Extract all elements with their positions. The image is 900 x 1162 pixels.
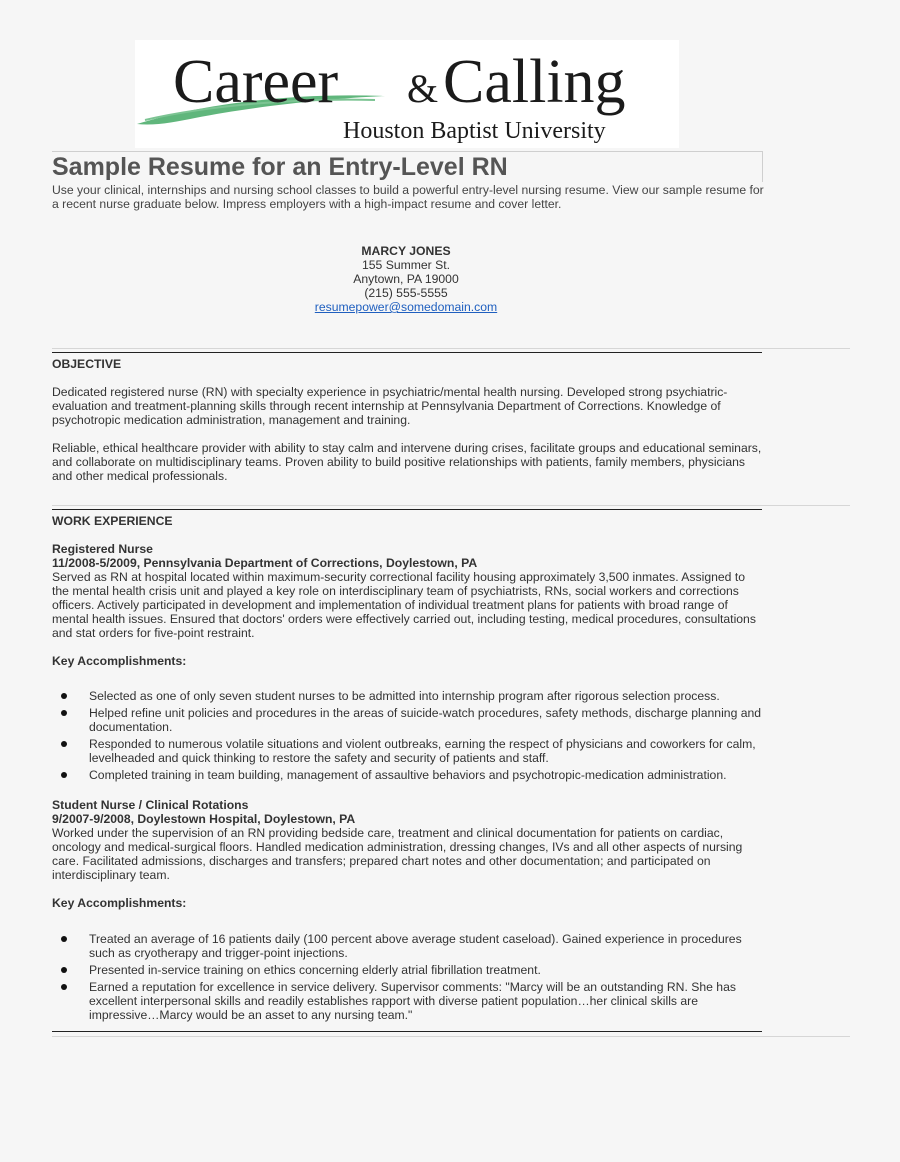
career-calling-logo: [135, 40, 679, 148]
bullet-icon: [61, 710, 67, 716]
list-item-text: Presented in-service training on ethics concerning elderly atrial fibrillation treatment.: [89, 963, 541, 977]
list-item-text: Helped refine unit policies and procedures in the areas of suicide-watch procedures, safety methods, discharge planning and documentation.: [89, 706, 762, 734]
faint-divider: [52, 505, 850, 506]
list-item-text: Earned a reputation for excellence in service delivery. Supervisor comments: "Marcy will be an outstanding RN. She has excellent interpersonal skills and readily establishes rapport with diverse patient population…her clinical skills are impressive…Marcy would be an asset to any nursing team.": [89, 980, 736, 1022]
job-title: Student Nurse / Clinical Rotations: [52, 798, 249, 812]
contact-street: 155 Summer St.: [361, 258, 451, 272]
logo-word-calling: Calling: [443, 48, 626, 116]
list-item-text: Responded to numerous volatile situations and violent outbreaks, earning the respect of physicians and coworkers for calm, levelheaded and quick thinking to restore the safety and security of patients and staff.: [89, 737, 756, 765]
logo-word-career: Career: [173, 48, 339, 116]
job-dates-employer: 11/2008-5/2009, Pennsylvania Department of Corrections, Doylestown, PA: [52, 556, 478, 570]
contact-phone: (215) 555-5555: [364, 286, 448, 300]
bullet-icon: [61, 741, 67, 747]
list-item: [52, 932, 764, 960]
list-item: [52, 706, 764, 734]
faint-divider: [52, 348, 850, 349]
contact-name: MARCY JONES: [361, 244, 451, 258]
list-item: [52, 689, 764, 703]
faint-divider: [52, 1036, 850, 1037]
logo-ampersand: &: [407, 66, 439, 111]
list-item: [52, 963, 764, 977]
list-item-text: Treated an average of 16 patients daily (100 percent above average student caseload). Gained experience in procedures such as cryotherapy and trigger-point injections.: [89, 932, 742, 960]
list-item: [52, 737, 764, 765]
objective-paragraph-1: Dedicated registered nurse (RN) with specialty experience in psychiatric/mental health nursing. Developed strong psychiatric-evaluation and treatment-planning skills through recent internship at Pennsylvania Department of Corrections. Knowledge of psychotropic medication administration, management and training.: [52, 385, 728, 427]
accomplishments-list: [52, 932, 764, 1025]
list-item: [52, 980, 764, 1022]
contact-city: Anytown, PA 19000: [353, 272, 459, 286]
list-item: [52, 768, 764, 782]
accomplishments-list: [52, 689, 764, 785]
contact-email-link[interactable]: resumepower@somedomain.com: [314, 300, 498, 314]
bullet-icon: [61, 984, 67, 990]
key-accomplishments-heading: Key Accomplishments:: [52, 896, 187, 910]
logo-graphic: [135, 40, 679, 148]
list-item-text: Selected as one of only seven student nurses to be admitted into internship program after rigorous selection process.: [89, 689, 720, 703]
job-description: Served as RN at hospital located within maximum-security correctional facility housing approximately 3,500 inmates. Assigned to the mental health crisis unit and played a key role on interdisciplinary team of psychiatrists, RNs, social workers and corrections officers. Actively participated in development and implementation of individual treatment plans for patients with broad range of mental health issues. Ensured that doctors' orders were effectively carried out, including testing, medical procedures, consultations and stat orders for five-point restraint.: [52, 570, 756, 640]
work-experience-heading: WORK EXPERIENCE: [52, 514, 173, 528]
section-divider: [52, 352, 762, 353]
list-item-text: Completed training in team building, management of assaultive behaviors and psychotropic-medication administration.: [89, 768, 727, 782]
objective-paragraph-2: Reliable, ethical healthcare provider with ability to stay calm and intervene during crises, facilitate groups and educational seminars, and collaborate on multidisciplinary teams. Proven ability to build positive relationships with patients, family members, physicians and other medical professionals.: [52, 441, 762, 483]
contact-block: [260, 244, 552, 314]
section-divider: [52, 509, 762, 510]
bullet-icon: [61, 967, 67, 973]
section-divider: [52, 1031, 762, 1032]
intro-paragraph: Use your clinical, internships and nursing school classes to build a powerful entry-level nursing resume. View our sample resume for a recent nurse graduate below. Impress employers with a high-impact resume and cover letter.: [52, 183, 764, 211]
job-description: Worked under the supervision of an RN providing bedside care, treatment and clinical documentation for patients on cardiac, oncology and medical-surgical floors. Handled medication administration, dressing changes, IVs and all other aspects of nursing care. Facilitated admissions, discharges and transfers; prepared chart notes and other documentation; and participated on interdisciplinary team.: [52, 826, 743, 882]
job-dates-employer: 9/2007-9/2008, Doylestown Hospital, Doylestown, PA: [52, 812, 356, 826]
logo-institution: Houston Baptist University: [343, 118, 606, 144]
bullet-icon: [61, 693, 67, 699]
page-title: Sample Resume for an Entry-Level RN: [52, 151, 763, 182]
key-accomplishments-heading: Key Accomplishments:: [52, 654, 187, 668]
job-title: Registered Nurse: [52, 542, 153, 556]
bullet-icon: [61, 936, 67, 942]
bullet-icon: [61, 772, 67, 778]
objective-heading: OBJECTIVE: [52, 357, 122, 371]
